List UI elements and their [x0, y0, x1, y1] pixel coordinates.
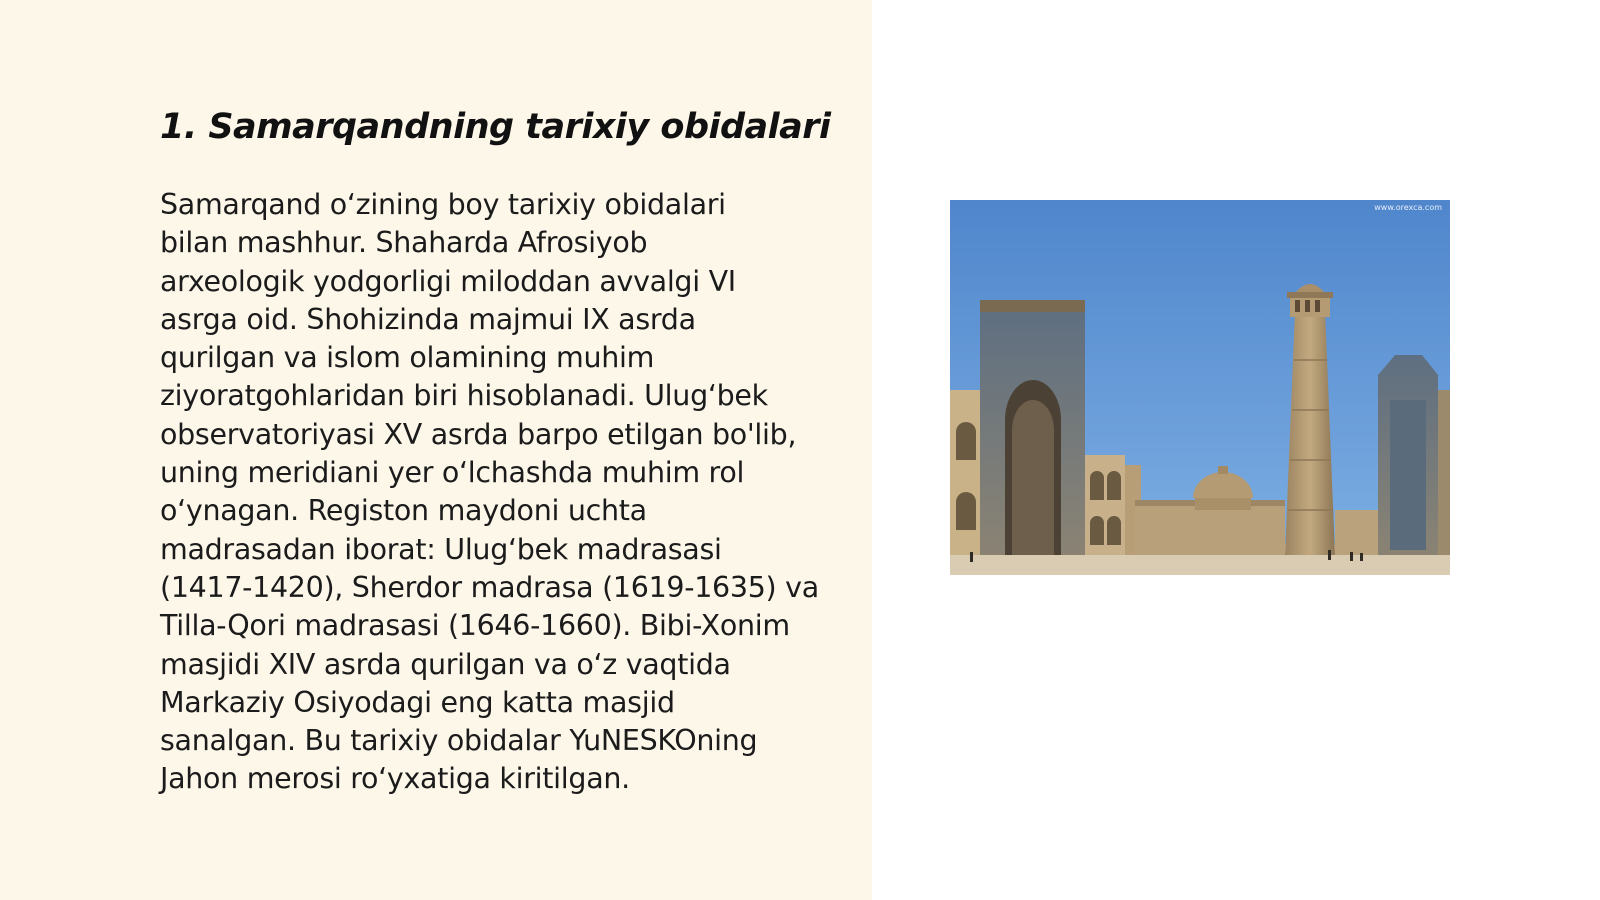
- body-line: Markaziy Osiyodagi eng katta masjid: [160, 685, 675, 719]
- body-line: sanalgan. Bu tarixiy obidalar YuNESKOning: [160, 724, 758, 758]
- body-line: masjidi XIV asrda qurilgan va o‘z vaqtida: [160, 647, 731, 681]
- body-line: observatoriyasi XV asrda barpo etilgan bo'lib,: [160, 417, 797, 451]
- body-line: madrasadan iborat: Ulug‘bek madrasasi: [160, 532, 722, 566]
- body-line: arxeologik yodgorligi miloddan avvalgi VI: [160, 264, 736, 298]
- slide-body-text: [160, 186, 850, 799]
- body-line: (1417-1420), Sherdor madrasa (1619-1635) va: [160, 570, 819, 604]
- body-line: bilan mashhur. Shaharda Afrosiyob: [160, 226, 648, 260]
- body-line: qurilgan va islom olamining muhim: [160, 341, 655, 375]
- body-line: ziyoratgohlaridan biri hisoblanadi. Ulug‘bek: [160, 379, 768, 413]
- slide-title: 1. Samarqandning tarixiy obidalari: [160, 107, 831, 147]
- body-line: Tilla-Qori madrasasi (1646-1660). Bibi-Xonim: [160, 609, 790, 643]
- body-line: Samarqand o‘zining boy tarixiy obidalari: [160, 188, 726, 221]
- body-line: o‘ynagan. Registon maydoni uchta: [160, 494, 647, 528]
- body-line: asrga oid. Shohizinda majmui IX asrda: [160, 302, 696, 336]
- historic-architecture-photo: [950, 200, 1450, 575]
- body-line: Jahon merosi ro‘yxatiga kiritilgan.: [160, 762, 630, 796]
- body-line: uning meridiani yer o‘lchashda muhim rol: [160, 456, 745, 490]
- photo-watermark: www.orexca.com: [1374, 203, 1442, 212]
